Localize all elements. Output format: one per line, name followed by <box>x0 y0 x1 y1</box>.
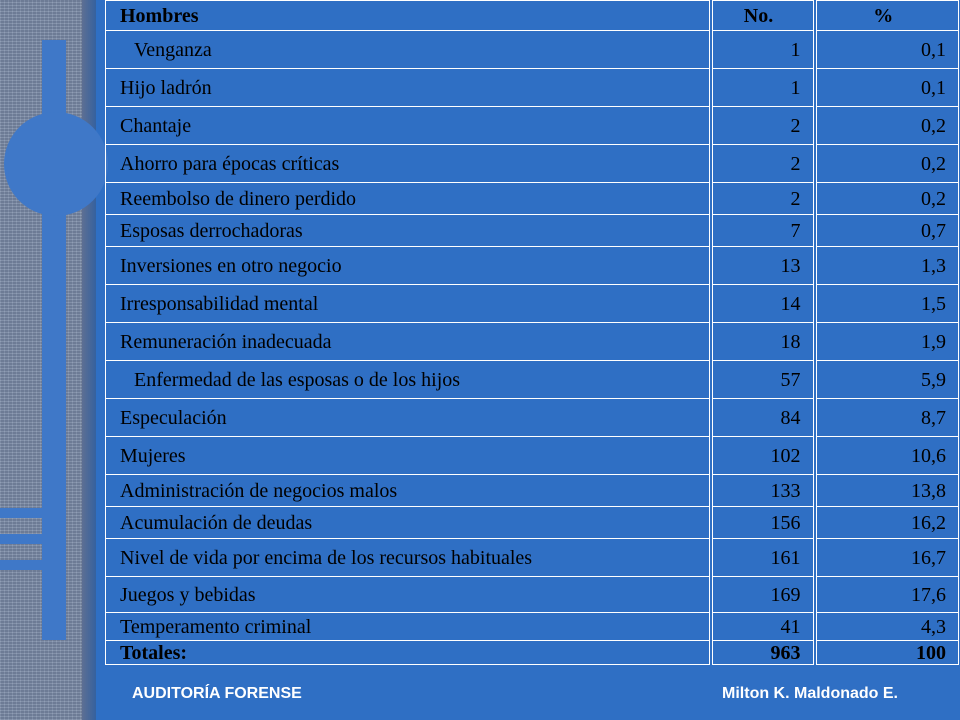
row-percent: 16,7 <box>815 539 959 577</box>
row-percent: 16,2 <box>815 507 959 539</box>
row-count: 2 <box>711 183 815 215</box>
row-percent: 0,1 <box>815 31 959 69</box>
table-row <box>106 613 959 641</box>
row-percent: 5,9 <box>815 361 959 399</box>
row-percent: 1,5 <box>815 285 959 323</box>
row-count: 102 <box>711 437 815 475</box>
row-label: Mujeres <box>106 437 711 475</box>
row-label: Hijo ladrón <box>106 69 711 107</box>
row-count: 161 <box>711 539 815 577</box>
table-header-row <box>106 1 959 31</box>
row-label: Ahorro para épocas críticas <box>106 145 711 183</box>
row-count: 2 <box>711 107 815 145</box>
row-label: Chantaje <box>106 107 711 145</box>
row-percent: 1,9 <box>815 323 959 361</box>
row-label: Esposas derrochadoras <box>106 215 711 247</box>
decorative-horizontal-bar <box>0 534 56 544</box>
row-label: Enfermedad de las esposas o de los hijos <box>106 361 711 399</box>
textured-sidebar <box>0 0 82 720</box>
row-label: Reembolso de dinero perdido <box>106 183 711 215</box>
totals-count: 963 <box>711 641 815 665</box>
row-percent: 13,8 <box>815 475 959 507</box>
row-count: 14 <box>711 285 815 323</box>
table-row <box>106 145 959 183</box>
row-percent: 1,3 <box>815 247 959 285</box>
row-label: Temperamento criminal <box>106 613 711 641</box>
table-row <box>106 437 959 475</box>
row-percent: 8,7 <box>815 399 959 437</box>
table-row <box>106 183 959 215</box>
table-row <box>106 539 959 577</box>
decorative-horizontal-bar <box>0 508 56 518</box>
header-count: No. <box>711 1 815 31</box>
table-row <box>106 107 959 145</box>
row-label: Especulación <box>106 399 711 437</box>
table-row <box>106 507 959 539</box>
row-label: Remuneración inadecuada <box>106 323 711 361</box>
footer-title: AUDITORÍA FORENSE <box>132 685 302 702</box>
row-percent: 10,6 <box>815 437 959 475</box>
table-row <box>106 285 959 323</box>
row-percent: 17,6 <box>815 577 959 613</box>
data-table <box>105 0 959 665</box>
totals-percent: 100 <box>815 641 959 665</box>
header-label: Hombres <box>106 1 711 31</box>
header-percent: % <box>815 1 959 31</box>
row-percent: 0,1 <box>815 69 959 107</box>
footer <box>132 685 898 703</box>
table-row <box>106 577 959 613</box>
table-row <box>106 475 959 507</box>
row-label: Juegos y bebidas <box>106 577 711 613</box>
row-percent: 4,3 <box>815 613 959 641</box>
totals-row <box>106 641 959 665</box>
row-count: 169 <box>711 577 815 613</box>
decorative-horizontal-bar <box>0 560 56 570</box>
row-count: 156 <box>711 507 815 539</box>
footer-author: Milton K. Maldonado E. <box>722 685 898 702</box>
row-count: 84 <box>711 399 815 437</box>
row-percent: 0,2 <box>815 145 959 183</box>
row-count: 13 <box>711 247 815 285</box>
row-count: 41 <box>711 613 815 641</box>
row-percent: 0,2 <box>815 183 959 215</box>
decorative-circle <box>4 112 108 216</box>
row-count: 57 <box>711 361 815 399</box>
row-count: 18 <box>711 323 815 361</box>
table-row <box>106 215 959 247</box>
row-label: Inversiones en otro negocio <box>106 247 711 285</box>
row-label: Nivel de vida por encima de los recursos habituales <box>106 539 711 577</box>
row-count: 1 <box>711 31 815 69</box>
table-row <box>106 399 959 437</box>
table-row <box>106 323 959 361</box>
row-label: Venganza <box>106 31 711 69</box>
row-label: Administración de negocios malos <box>106 475 711 507</box>
table-row <box>106 69 959 107</box>
table-row <box>106 247 959 285</box>
row-percent: 0,2 <box>815 107 959 145</box>
sidebar-edge <box>82 0 96 720</box>
table-row <box>106 361 959 399</box>
row-label: Irresponsabilidad mental <box>106 285 711 323</box>
table-row <box>106 31 959 69</box>
row-label: Acumulación de deudas <box>106 507 711 539</box>
row-count: 133 <box>711 475 815 507</box>
row-count: 7 <box>711 215 815 247</box>
totals-label: Totales: <box>106 641 711 665</box>
row-count: 1 <box>711 69 815 107</box>
row-count: 2 <box>711 145 815 183</box>
row-percent: 0,7 <box>815 215 959 247</box>
